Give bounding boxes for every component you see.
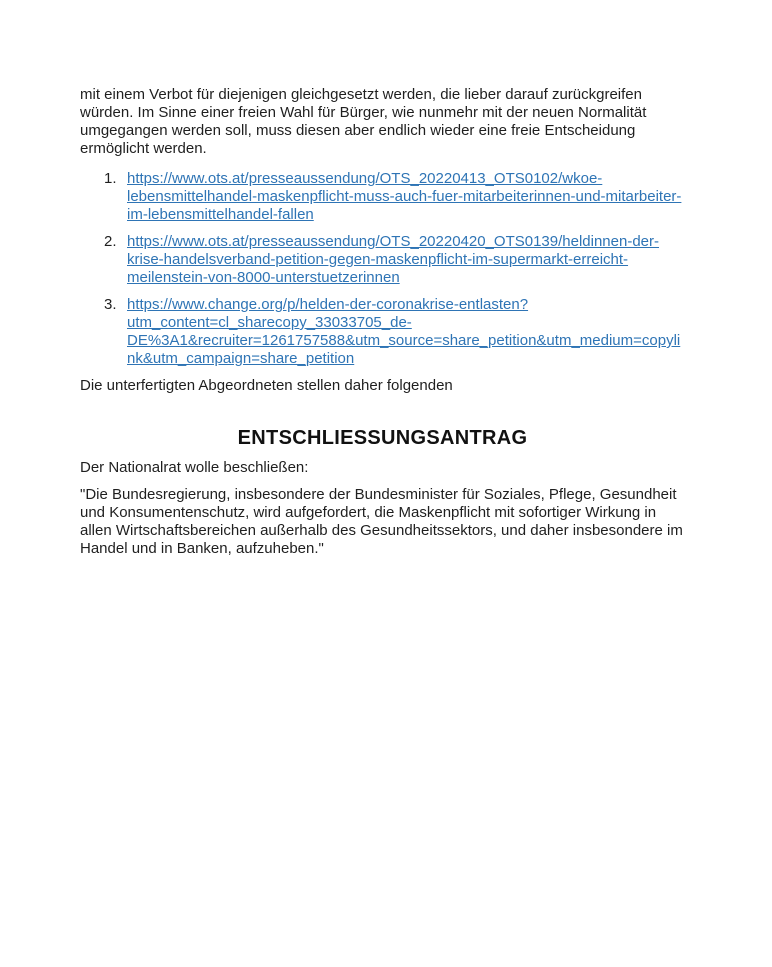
list-item	[80, 170, 685, 224]
list-item-number: 1.	[104, 170, 117, 187]
source-link-2[interactable]: https://www.ots.at/presseaussendung/OTS_20220420_OTS0139/heldinnen-der-krise-handelsverband-petition-gegen-maskenpflicht-im-supermarkt-erreicht-meilenstein-von-8000-unterstuetzerinnen	[127, 233, 660, 286]
resolution-heading: ENTSCHLIESSUNGSANTRAG	[237, 427, 528, 449]
resolution-text: "Die Bundesregierung, insbesondere der Bundesminister für Soziales, Pflege, Gesundheit und Konsumentenschutz, wird aufgefordert, die Maskenpflicht mit sofortiger Wirkung in allen Wirtschaftsbereichen außerhalb des Gesundheitssektors, und daher insbesondere im Handel und in Banken, aufzuheben."	[80, 486, 683, 557]
list-item-number: 2.	[104, 233, 117, 250]
source-link-list	[80, 170, 685, 368]
lead-in-text: Die unterfertigten Abgeordneten stellen daher folgenden	[80, 377, 453, 394]
source-link-1[interactable]: https://www.ots.at/presseaussendung/OTS_20220413_OTS0102/wkoe-lebensmittelhandel-maskenpflicht-muss-auch-fuer-mitarbeiterinnen-und-mitarbeiter-im-lebensmittelhandel-fallen	[127, 170, 682, 223]
list-item	[80, 233, 685, 287]
resolution-intro: Der Nationalrat wolle beschließen:	[80, 459, 309, 476]
list-item	[80, 296, 685, 368]
source-link-3[interactable]: https://www.change.org/p/helden-der-coronakrise-entlasten?utm_content=cl_sharecopy_33033705_de-DE%3A1&recruiter=1261757588&utm_source=share_petition&utm_medium=copylink&utm_campaign=share_petition	[127, 296, 681, 367]
intro-paragraph: mit einem Verbot für diejenigen gleichgesetzt werden, die lieber darauf zurückgreifen würden. Im Sinne einer freien Wahl für Bürger, wie nunmehr mit der neuen Normalität umgegangen werden soll, muss diesen aber endlich wieder eine freie Entscheidung ermöglicht werden.	[80, 86, 647, 157]
list-item-number: 3.	[104, 296, 117, 313]
